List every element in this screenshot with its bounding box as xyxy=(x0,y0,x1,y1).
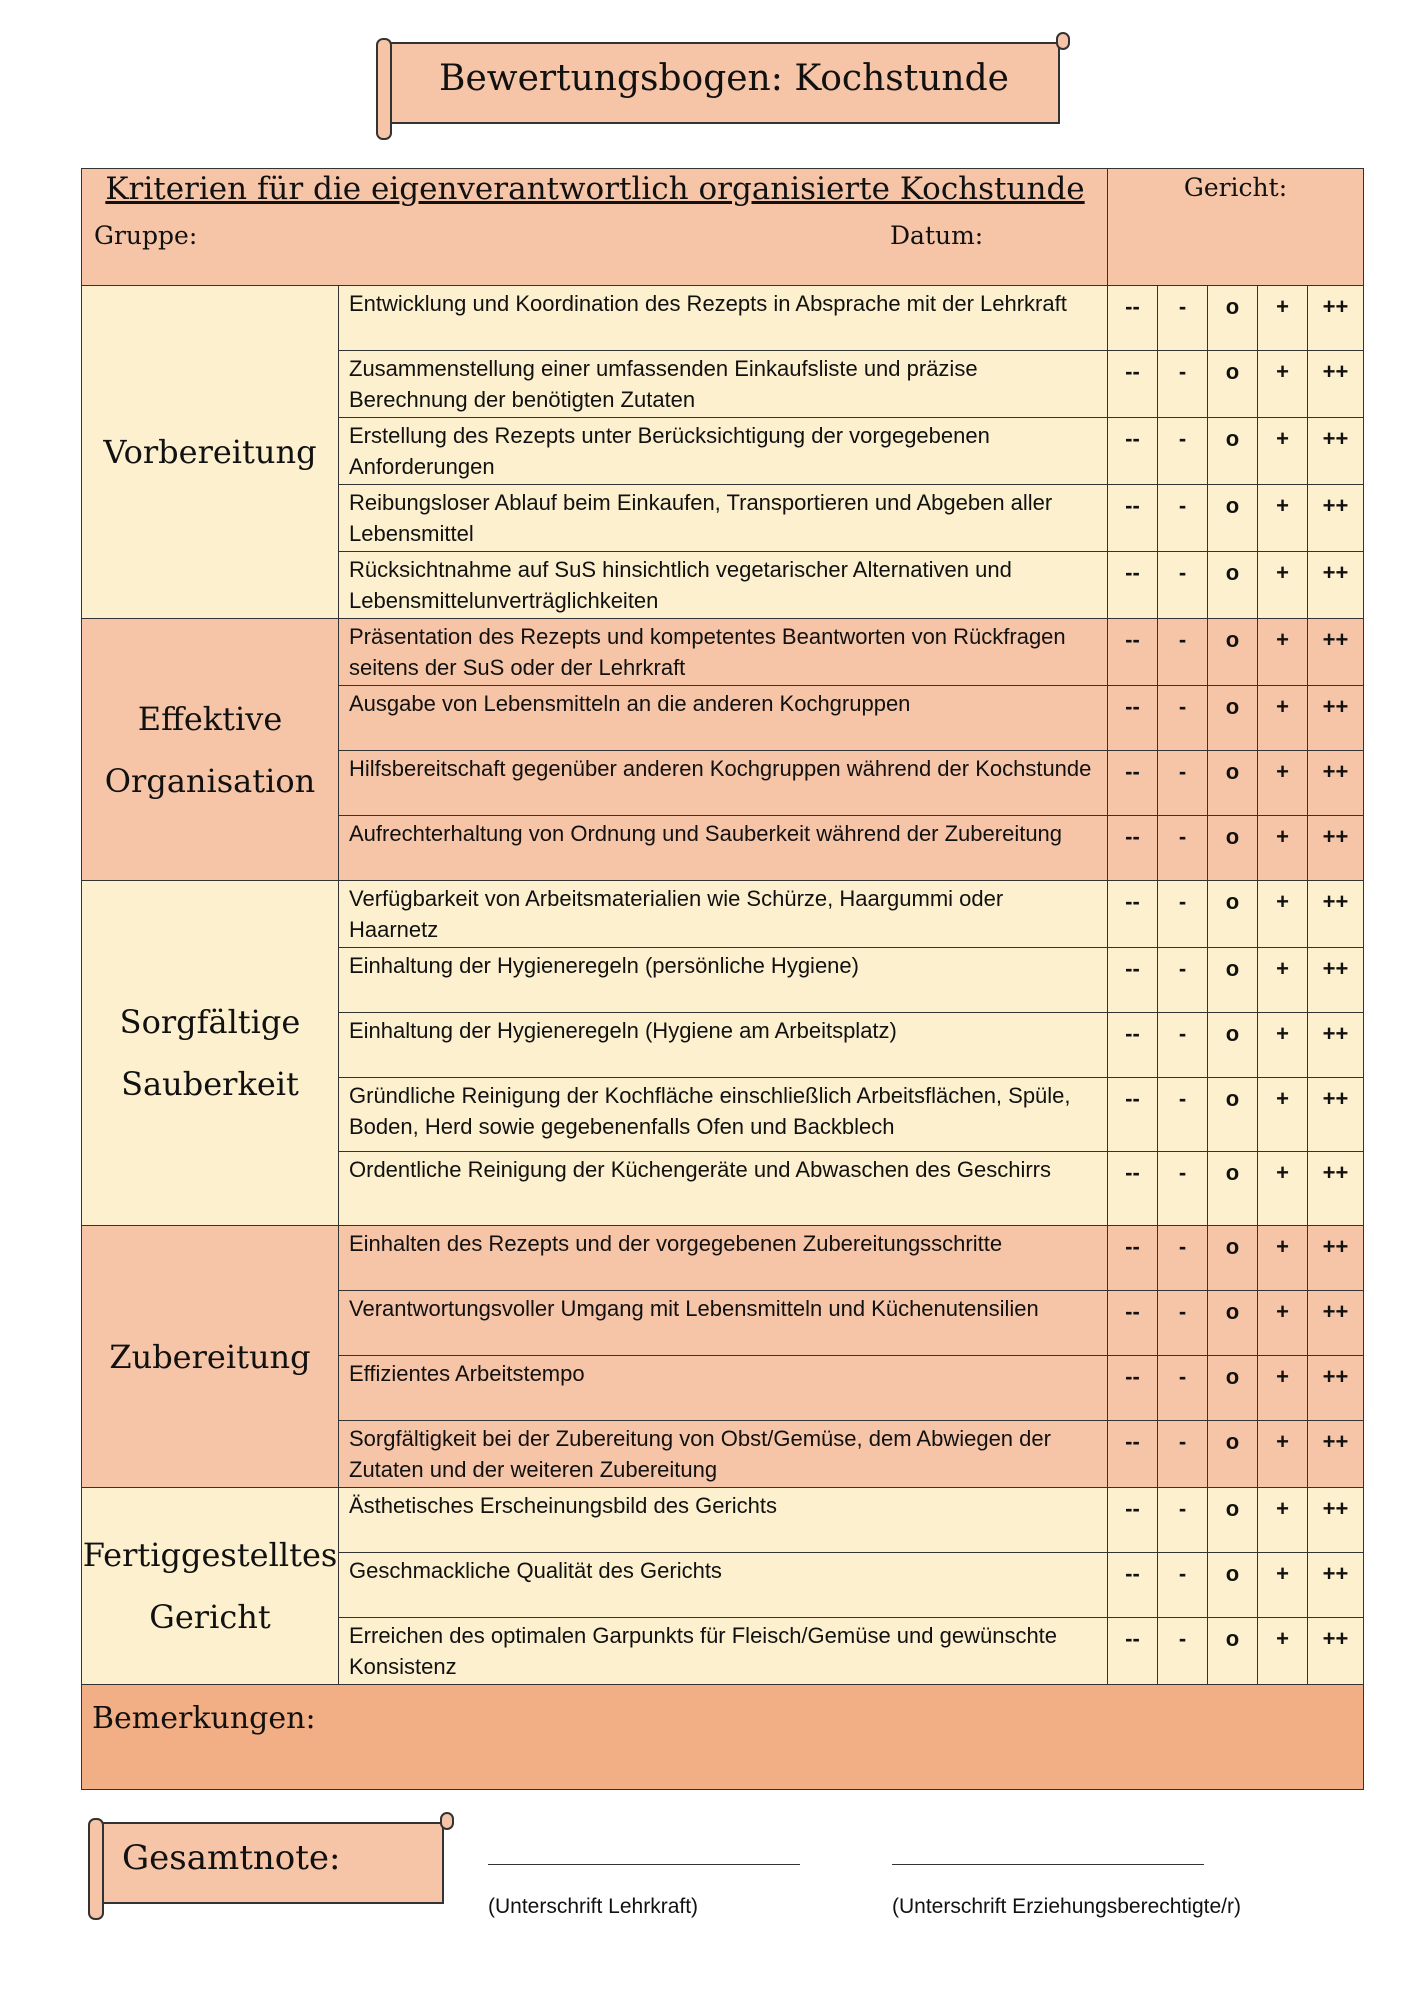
scroll-curl-right xyxy=(1056,32,1070,50)
score-option[interactable]: ++ xyxy=(1308,619,1364,686)
score-option[interactable]: -- xyxy=(1108,1553,1158,1618)
score-option[interactable]: - xyxy=(1158,1078,1208,1152)
score-option[interactable]: ++ xyxy=(1308,881,1364,948)
score-option[interactable]: o xyxy=(1208,1421,1258,1488)
score-option[interactable]: o xyxy=(1208,948,1258,1013)
score-option[interactable]: o xyxy=(1208,881,1258,948)
guardian-signature-line[interactable] xyxy=(892,1864,1204,1865)
table-row xyxy=(82,619,1364,686)
score-option[interactable]: ++ xyxy=(1308,1356,1364,1421)
score-option[interactable]: + xyxy=(1258,485,1308,552)
score-option[interactable]: + xyxy=(1258,1553,1308,1618)
score-option[interactable]: - xyxy=(1158,1013,1208,1078)
score-option[interactable]: o xyxy=(1208,751,1258,816)
score-option[interactable]: o xyxy=(1208,1618,1258,1685)
criterion-text: Rücksichtnahme auf SuS hinsichtlich vegetarischer Alternativen und Lebensmittelunverträglichkeiten xyxy=(339,552,1108,619)
score-option[interactable]: + xyxy=(1258,686,1308,751)
score-option[interactable]: ++ xyxy=(1308,1291,1364,1356)
score-option[interactable]: - xyxy=(1158,751,1208,816)
score-option[interactable]: ++ xyxy=(1308,1226,1364,1291)
score-option[interactable]: o xyxy=(1208,418,1258,485)
score-option[interactable]: -- xyxy=(1108,1078,1158,1152)
score-option[interactable]: - xyxy=(1158,1488,1208,1553)
score-option[interactable]: -- xyxy=(1108,1152,1158,1226)
section-label: Effektive Organisation xyxy=(82,619,339,881)
criterion-text: Präsentation des Rezepts und kompetentes Beantworten von Rückfragen seitens der SuS oder der Lehrkraft xyxy=(339,619,1108,686)
score-option[interactable]: - xyxy=(1158,485,1208,552)
score-option[interactable]: + xyxy=(1258,948,1308,1013)
scroll-curl-left xyxy=(88,1818,104,1920)
score-option[interactable]: + xyxy=(1258,751,1308,816)
grade-banner xyxy=(100,1822,444,1904)
score-option[interactable]: ++ xyxy=(1308,1553,1364,1618)
score-option[interactable]: ++ xyxy=(1308,1078,1364,1152)
table-row xyxy=(82,1488,1364,1553)
score-option[interactable]: - xyxy=(1158,1553,1208,1618)
table-row xyxy=(82,881,1364,948)
criterion-text: Entwicklung und Koordination des Rezepts in Absprache mit der Lehrkraft xyxy=(339,286,1108,351)
score-option[interactable]: - xyxy=(1158,1226,1208,1291)
score-option[interactable]: o xyxy=(1208,1013,1258,1078)
score-option[interactable]: o xyxy=(1208,286,1258,351)
score-option[interactable]: -- xyxy=(1108,351,1158,418)
score-option[interactable]: o xyxy=(1208,552,1258,619)
score-option[interactable]: ++ xyxy=(1308,552,1364,619)
score-option[interactable]: o xyxy=(1208,1226,1258,1291)
score-option[interactable]: - xyxy=(1158,948,1208,1013)
score-option[interactable]: o xyxy=(1208,1152,1258,1226)
score-option[interactable]: + xyxy=(1258,619,1308,686)
criterion-text: Effizientes Arbeitstempo xyxy=(339,1356,1108,1421)
table-row xyxy=(82,1226,1364,1291)
score-option[interactable]: o xyxy=(1208,1553,1258,1618)
score-option[interactable]: o xyxy=(1208,1078,1258,1152)
score-option[interactable]: -- xyxy=(1108,881,1158,948)
criterion-text: Erreichen des optimalen Garpunkts für Fleisch/Gemüse und gewünschte Konsistenz xyxy=(339,1618,1108,1685)
score-option[interactable]: + xyxy=(1258,1356,1308,1421)
section-label: Zubereitung xyxy=(82,1226,339,1488)
dish-field[interactable]: Gericht: xyxy=(1108,169,1364,286)
criterion-text: Geschmackliche Qualität des Gerichts xyxy=(339,1553,1108,1618)
score-option[interactable]: - xyxy=(1158,1291,1208,1356)
score-option[interactable]: ++ xyxy=(1308,751,1364,816)
teacher-signature-line[interactable] xyxy=(488,1864,800,1865)
criterion-text: Ästhetisches Erscheinungsbild des Gerichts xyxy=(339,1488,1108,1553)
criterion-text: Einhalten des Rezepts und der vorgegebenen Zubereitungsschritte xyxy=(339,1226,1108,1291)
title-banner xyxy=(388,42,1060,124)
score-option[interactable]: -- xyxy=(1108,1618,1158,1685)
score-option[interactable]: - xyxy=(1158,418,1208,485)
score-option[interactable]: o xyxy=(1208,1356,1258,1421)
score-option[interactable]: -- xyxy=(1108,816,1158,881)
criterion-text: Verfügbarkeit von Arbeitsmaterialien wie Schürze, Haargummi oder Haarnetz xyxy=(339,881,1108,948)
score-option[interactable]: -- xyxy=(1108,1356,1158,1421)
score-option[interactable]: -- xyxy=(1108,619,1158,686)
score-option[interactable]: ++ xyxy=(1308,686,1364,751)
score-option[interactable]: o xyxy=(1208,619,1258,686)
scroll-curl-right xyxy=(440,1812,454,1830)
score-option[interactable]: o xyxy=(1208,485,1258,552)
criterion-text: Sorgfältigkeit bei der Zubereitung von Obst/Gemüse, dem Abwiegen der Zutaten und der weiteren Zubereitung xyxy=(339,1421,1108,1488)
score-option[interactable]: -- xyxy=(1108,1488,1158,1553)
score-option[interactable]: ++ xyxy=(1308,286,1364,351)
score-option[interactable]: ++ xyxy=(1308,816,1364,881)
criterion-text: Aufrechterhaltung von Ordnung und Sauberkeit während der Zubereitung xyxy=(339,816,1108,881)
score-option[interactable]: -- xyxy=(1108,1421,1158,1488)
score-option[interactable]: + xyxy=(1258,1488,1308,1553)
section-label: Fertiggestelltes Gericht xyxy=(82,1488,339,1685)
score-option[interactable]: ++ xyxy=(1308,948,1364,1013)
table-row xyxy=(82,286,1364,351)
criterion-text: Einhaltung der Hygieneregeln (persönliche Hygiene) xyxy=(339,948,1108,1013)
date-label[interactable]: Datum: xyxy=(890,221,984,250)
score-option[interactable]: -- xyxy=(1108,751,1158,816)
criterion-text: Reibungsloser Ablauf beim Einkaufen, Transportieren und Abgeben aller Lebensmittel xyxy=(339,485,1108,552)
score-option[interactable]: - xyxy=(1158,351,1208,418)
teacher-signature-label: (Unterschrift Lehrkraft) xyxy=(488,1895,699,1918)
score-option[interactable]: - xyxy=(1158,1421,1208,1488)
section-label: Vorbereitung xyxy=(82,286,339,619)
score-option[interactable]: - xyxy=(1158,686,1208,751)
score-option[interactable]: - xyxy=(1158,552,1208,619)
score-option[interactable]: -- xyxy=(1108,1013,1158,1078)
score-option[interactable]: - xyxy=(1158,881,1208,948)
score-option[interactable]: - xyxy=(1158,1618,1208,1685)
score-option[interactable]: - xyxy=(1158,1152,1208,1226)
score-option[interactable]: + xyxy=(1258,1226,1308,1291)
evaluation-table xyxy=(81,168,1364,1790)
score-option[interactable]: o xyxy=(1208,816,1258,881)
criterion-text: Gründliche Reinigung der Kochfläche einschließlich Arbeitsflächen, Spüle, Boden, Herd sowie gegebenenfalls Ofen und Backblech xyxy=(339,1078,1108,1152)
score-option[interactable]: ++ xyxy=(1308,1421,1364,1488)
score-option[interactable]: + xyxy=(1258,552,1308,619)
remarks-label: Bemerkungen: xyxy=(92,1701,316,1736)
score-option[interactable]: o xyxy=(1208,686,1258,751)
score-option[interactable]: -- xyxy=(1108,418,1158,485)
score-option[interactable]: o xyxy=(1208,1488,1258,1553)
score-option[interactable]: - xyxy=(1158,816,1208,881)
remarks-row xyxy=(82,1685,1364,1790)
score-option[interactable]: + xyxy=(1258,881,1308,948)
score-option[interactable]: + xyxy=(1258,1078,1308,1152)
criterion-text: Ordentliche Reinigung der Küchengeräte und Abwaschen des Geschirrs xyxy=(339,1152,1108,1226)
section-label: Sorgfältige Sauberkeit xyxy=(82,881,339,1226)
group-label[interactable]: Gruppe: xyxy=(94,221,198,250)
score-option[interactable]: ++ xyxy=(1308,1488,1364,1553)
score-option[interactable]: + xyxy=(1258,1421,1308,1488)
score-option[interactable]: + xyxy=(1258,1291,1308,1356)
score-option[interactable]: + xyxy=(1258,1152,1308,1226)
criterion-text: Erstellung des Rezepts unter Berücksichtigung der vorgegebenen Anforderungen xyxy=(339,418,1108,485)
grade-label[interactable]: Gesamtnote: xyxy=(122,1838,341,1878)
score-option[interactable]: ++ xyxy=(1308,1013,1364,1078)
criterion-text: Einhaltung der Hygieneregeln (Hygiene am Arbeitsplatz) xyxy=(339,1013,1108,1078)
page-title: Bewertungsbogen: Kochstunde xyxy=(439,58,1009,99)
score-option[interactable]: + xyxy=(1258,351,1308,418)
score-option[interactable]: + xyxy=(1258,1618,1308,1685)
score-option[interactable]: -- xyxy=(1108,485,1158,552)
score-option[interactable]: - xyxy=(1158,286,1208,351)
score-option[interactable]: - xyxy=(1158,619,1208,686)
score-option[interactable]: + xyxy=(1258,1013,1308,1078)
score-option[interactable]: ++ xyxy=(1308,1152,1364,1226)
guardian-signature-label: (Unterschrift Erziehungsberechtigte/r) xyxy=(892,1895,1241,1918)
criterion-text: Verantwortungsvoller Umgang mit Lebensmitteln und Küchenutensilien xyxy=(339,1291,1108,1356)
criterion-text: Zusammenstellung einer umfassenden Einkaufsliste und präzise Berechnung der benötigten Zutaten xyxy=(339,351,1108,418)
criterion-text: Hilfsbereitschaft gegenüber anderen Kochgruppen während der Kochstunde xyxy=(339,751,1108,816)
score-option[interactable]: -- xyxy=(1108,1291,1158,1356)
criteria-title: Kriterien für die eigenverantwortlich organisierte Kochstunde xyxy=(105,171,1085,207)
score-option[interactable]: ++ xyxy=(1308,418,1364,485)
score-option[interactable]: + xyxy=(1258,286,1308,351)
score-option[interactable]: o xyxy=(1208,1291,1258,1356)
criteria-header xyxy=(82,169,1108,286)
score-option[interactable]: + xyxy=(1258,418,1308,485)
score-option[interactable]: -- xyxy=(1108,286,1158,351)
score-option[interactable]: ++ xyxy=(1308,351,1364,418)
score-option[interactable]: ++ xyxy=(1308,485,1364,552)
criterion-text: Ausgabe von Lebensmitteln an die anderen Kochgruppen xyxy=(339,686,1108,751)
score-option[interactable]: - xyxy=(1158,1356,1208,1421)
score-option[interactable]: -- xyxy=(1108,948,1158,1013)
score-option[interactable]: -- xyxy=(1108,686,1158,751)
score-option[interactable]: o xyxy=(1208,351,1258,418)
score-option[interactable]: ++ xyxy=(1308,1618,1364,1685)
score-option[interactable]: -- xyxy=(1108,1226,1158,1291)
remarks-field[interactable] xyxy=(82,1685,1364,1790)
score-option[interactable]: -- xyxy=(1108,552,1158,619)
score-option[interactable]: + xyxy=(1258,816,1308,881)
